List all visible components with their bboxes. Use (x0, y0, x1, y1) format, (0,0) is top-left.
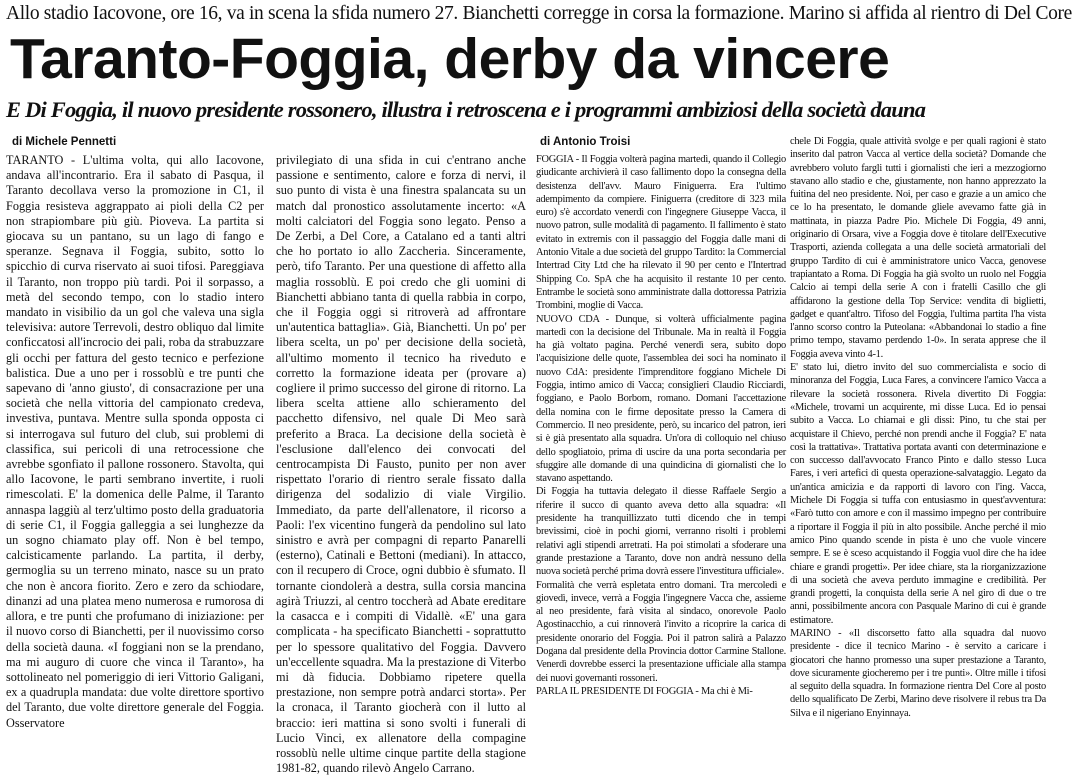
subheadline: E Di Foggia, il nuovo presidente rossonero, illustra i retroscena e i programmi ambiziosi della società dauna (6, 97, 926, 122)
paragraph: E' stato lui, dietro invito del suo commercialista e socio di minoranza del Foggia, Luca Fares, a convincere l'amico Vacca a rilevare la società rossonera. Rivela divertito Di Foggia: «Michele, trovami un acquirente, mi disse Luca. Ed io pensai subito a Vacca. Lo chiamai e gli dissi: Pino, tu che stai per acquistare il Chievo, perché non prendi anche il Foggia? E' nata così la trattativa». Trattativa portata avanti con determinazione e con successo dall'avvocato Franco Pinto e dallo stesso Luca Fares, i veri artefici di questa operazione-salvataggio. Legato da un'antica amicizia e da rapporti di lavoro con l'ing. Vacca, Michele Di Foggia si tuffa con entusiasmo in quest'avventura: «Farò tutto con amore e con il massimo impegno per contribuire a riportare il Foggia il più in alto possibile. Anche perché il mio amico Pino quando scende in pista è uno che vuole vincere sempre. E se è sceso acquistando il Foggia vuol dire che ha idee chiare e grandi progetti». Per idee chiare, sta la riorganizzazione di una società che aveva perduto immagine e credibilità. Per grandi progetti, la conquista della serie A nel giro di due o tre anni, possibilmente ancora con Pasquale Marino di cui è grande estimatore. (790, 362, 1046, 626)
byline-pennetti: di Michele Pennetti (12, 136, 117, 148)
headline: Taranto-Foggia, derby da vincere (10, 27, 890, 91)
paragraph: chele Di Foggia, quale attività svolge e per quali ragioni è stato inserito dal patron Vacca al vertice della società? Domande che avrebbero voluto fargli tutti i giornalisti che ieri a mezzogiorno stavano allo stadio e che, giustamente, non hanno apprezzato la fuitina del neo presidente. Noi, per caso e grazie a un amico che ce lo ha presentato, le domande gliele avevamo fatte già in mattinata, in piazza Padre Pio. Michele Di Foggia, 49 anni, originario di Orsara, vive a Foggia dove è titolare dell'Executive Trasporti, azienda collegata a una delle società armatoriali del gruppo Tardito di cui è amministratore unico Vacca, genovese trapiantato a Roma. Di Foggia ha già svolto un ruolo nel Foggia Calcio ai tempi della serie A con i fratelli Casillo che gli affidarono la gestione della Top Service: vendita di biglietti, gadget e quant'altro. Tifoso del Foggia, l'ultima partita l'ha vista l'anno scorso contro la Puteolana: «Abbandonai lo stadio a fine primo tempo, stavamo perdendo 1-0». In serata apprese che il Foggia aveva vinto 4-1. (790, 136, 1046, 360)
paragraph: TARANTO - L'ultima volta, qui allo Iacovone, andava all'incontrario. Era il sabato di Pasqua, il Taranto decollava verso la promozione in C1, il Foggia resisteva aggrappato ai pioli della C2 per non strapiombare più giù. Pioveva. La partita si giocava su un pantano, su un lago di fango e speranze. Segnava il Foggia, subito, sotto lo spicchio di curva riservato ai suoi tifosi. Pareggiava il Taranto, non troppo più tardi. Poi il sorpasso, a metà del secondo tempo, con lo stadio intero mandato in visibilio da un gol che valeva una sigla televisiva: autore Terrevoli, destro obliquo dal limite conficcatosi all'incrocio dei pali, roba da strabuzzare gli occhi per fattura del gesto tecnico e perfezione balistica. Due a uno per i rossoblù e tre punti che sapevano di 'anno giusto', di consacrazione per una società che nella vittoria del campionato credeva, investiva, puntava. Mentre sulla sponda opposta ci si interrogava sul futuro del club, sui problemi di classifica, sui pericoli di una retrocessione che avrebbe sgonfiato il pallone rossonero. Stavolta, qui allo Iacovone, le parti sembrano invertite, i ruoli rimescolati. E' la domenica delle Palme, il Taranto annaspa laggiù al terz'ultimo posto della graduatoria di serie C1, il Foggia galleggia a sei lunghezze da un sogno chiamato play off. Non è bel tempo, calcisticamente parlando. La partita, il derby, germoglia su un terreno minato, nasce su un prato che non è ancora fiorito. Zero e zero da schiodare, dinanzi ad una platea meno numerosa e rumorosa di allora, e tre punti che profumano di iniziazione: per il nuovo corso di Bianchetti, per il nuovissimo corso della società dauna. «I foggiani non se la prendano, ma mi auguro di cuore che vinca il Taranto», ha sottolineato nel pomeriggio di ieri Vittorio Galigani, ex a quadrupla mandata: due volte direttore sportivo del Taranto, due volte direttore generale del Foggia. Osservatore (6, 153, 264, 730)
article1-column2 (276, 153, 526, 776)
paragraph: privilegiato di una sfida in cui c'entrano anche passione e sentimento, calore e forza di nervi, il suo punto di vista è una finestra spalancata su un match dal pronostico assolutamente incerto: «A molti calciatori del Foggia sono legato. Penso a De Zerbi, a Del Core, a Catalano ed a tanti altri che ho portato io allo Zaccheria. Sinceramente, però, tifo Taranto. Per una questione di affetto alla maglia rossoblù. E poi credo che gli uomini di Bianchetti abbiano tanta di quella rabbia in corpo, che il Foggia oggi si ritroverà ad affrontare un'autentica battaglia». Già, Bianchetti. Un po' per libera scelta, un po' per decisione della società, all'ultimo momento il tecnico ha riveduto e corretto la formazione ideata per (provare a) cogliere il primo successo del girone di ritorno. La libera scelta attiene allo schieramento del pacchetto difensivo, nel quale Di Meo sarà preferito a Braca. La decisione della società è l'esclusione dall'elenco dei convocati del centrocampista Di Fausto, punito per non aver rispettato l'orario di rientro serale fissato dalla dirigenza del sodalizio di viale Virgilio. Immediato, da parte dell'allenatore, il ricorso a Paoli: l'ex vicentino fungerà da pendolino sul lato sinistro e avrà per compagni di reparto Panarelli (esterno), Catinali e Bettoni (mediani). In attacco, con il recupero di Croce, ogni dubbio è sfumato. Il tornante ciondolerà a destra, sulla corsia mancina agirà Triuzzi, al centro toccherà ad Abate ereditare la casacca e i compiti di Vidallè. «E' una gara complicata - ha specificato Bianchetti - soprattutto per lo spessore qualitativo del Foggia. Davvero un'eccellente squadra. Ma la prestazione di Viterbo mi dà fiducia. Dobbiamo ripetere quella prestazione, non sempre potrà andarci storta». Per la cronaca, il Taranto giocherà con il lutto al braccio: ieri mattina si sono svolti i funerali di Lucio Vinci, ex allenatore della compagine rossoblù nelle ultime cinque partite della stagione 1981-82, quando rilevò Angelo Carrano. (276, 153, 526, 776)
kicker: Allo stadio Iacovone, ore 16, va in scena la sfida numero 27. Bianchetti corregge in corsa la formazione. Marino si affida al rientro di Del Core (6, 3, 1072, 24)
byline-troisi: di Antonio Troisi (540, 136, 631, 148)
paragraph: MARINO - «Il discorsetto fatto alla squadra dal nuovo presidente - dice il tecnico Marino - è servito a caricare i giocatori che hanno promesso una super prestazione a Taranto, dove sicuramente giocheremo per i tre punti». Oltre mille i tifosi al seguito della squadra. In formazione rientra Del Core al posto dello squalificato De Zerbi, Marino deve risolvere il rebus tra Da Silva e il nigeriano Enyinnaya. (790, 627, 1046, 719)
paragraph: Formalità che verrà espletata entro domani. Tra mercoledì e giovedì, invece, verrà a Foggia l'ingegnere Vacca che, assieme al neo presidente, farà visita al sindaco, onorevole Paolo Agostinacchio, a cui rinnoverà l'invito a ricoprire la carica di presidente onorario del Foggia. Poi il patron salirà a Palazzo Dogana dal presidente della Provincia dottor Carmine Stallone. Venerdì dovrebbe esserci la presentazione ufficiale alla stampa dei nuovi governanti rossoneri. (536, 579, 786, 684)
paragraph: PARLA IL PRESIDENTE DI FOGGIA - Ma chi è Mi- (536, 685, 753, 697)
paragraph: NUOVO CDA - Dunque, si volterà ufficialmente pagina martedì con la decisione del Tribunale. Ma in realtà il Foggia ha già voltato pagina. Perché venerdì sera, subito dopo l'acquisizione delle quote, l'assemblea dei soci ha nominato il nuovo CdA: presidente l'imprenditore foggiano Michele Di Foggia, intimo amico di Vacca; consiglieri Claudio Ricciardi, foggiano, e Paolo Borbom, romano. Domani l'accettazione della nomina con le firme depositate presso la Camera di Commercio. Il neo presidente, però, su incarico del patron, ieri si è già presentato alla squadra. Un'ora di colloquio nel chiuso dello spogliatoio, prima di uscire da una porta secondaria per sfuggire alle domande di una quindicina di giornalisti che lo stavano aspettando. (536, 313, 786, 485)
paragraph: Di Foggia ha tuttavia delegato il diesse Raffaele Sergio a riferire il succo di quanto aveva detto alla squadra: «Il presidente ha tranquillizzato tutti dicendo che in tempi brevissimi, cioè in pochi giorni, verranno risolti i problemi relativi agli stipendi arretrati. Ha poi stimolati a sfoderare una grande prestazione a Taranto, dove non andrà nessuno della nuova società perché prima dovrà essere l'investitura ufficiale». (536, 486, 786, 578)
article1-column1 (6, 153, 264, 730)
article2-column2 (790, 135, 1046, 719)
paragraph: FOGGIA - Il Foggia volterà pagina martedì, quando il Collegio giudicante archivierà il caso fallimento dopo la consegna della desistenza dell'avv. Mauro Finiguerra. Era l'ultimo adempimento da compiere. Finiguerra (creditore di 323 mila euro) s'è accordato venerdì con l'ingegnere Giuseppe Vacca, il nuovo patron, sulle modalità di pagamento. Il fallimento è stato evitato in extremis con il passaggio del Foggia dalle mani di Antonio Vitale a due società del gruppo Tardito: la Commercial Intertrad City Ltd che ha rilevato il 90 per cento e l'Intertrad Shipping Co. SpA che ha acquisito il restante 10 per cento. Entrambe le società sono amministrate dalla dottoressa Patrizia Trombini, moglie di Vacca. (536, 154, 786, 312)
article2-column1 (536, 153, 786, 697)
